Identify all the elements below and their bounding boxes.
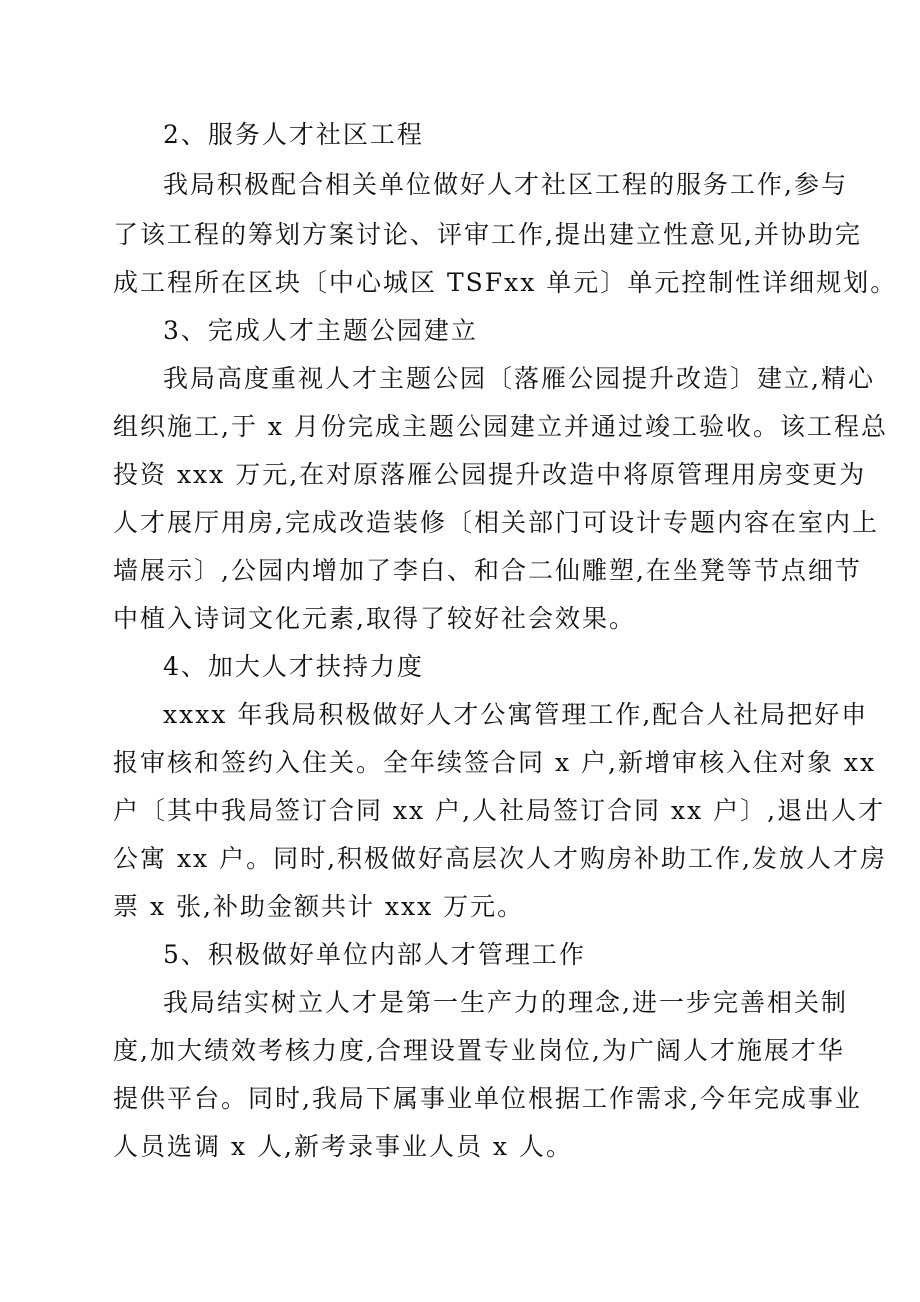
paragraph-line: 我局高度重视人才主题公园〔落雁公园提升改造〕建立,精心 [163, 364, 875, 393]
section-heading: 2、服务人才社区工程 [163, 120, 424, 149]
paragraph-line: 户〔其中我局签订合同 xx 户,人社局签订合同 xx 户〕,退出人才 [113, 796, 886, 825]
paragraph-line: 票 x 张,补助金额共计 xxx 万元。 [113, 892, 525, 921]
paragraph-line: 了该工程的筹划方案讨论、评审工作,提出建立性意见,并协助完 [113, 220, 862, 249]
paragraph-line: 墙展示〕,公园内增加了李白、和合二仙雕塑,在坐凳等节点细节 [113, 556, 862, 585]
paragraph-line: 公寓 xx 户。同时,积极做好高层次人才购房补助工作,发放人才房 [113, 844, 887, 873]
paragraph-line: 我局结实树立人才是第一生产力的理念,进一步完善相关制 [163, 988, 848, 1017]
paragraph-line: 人才展厅用房,完成改造装修〔相关部门可设计专题内容在室内上 [113, 508, 879, 537]
paragraph-line: 组织施工,于 x 月份完成主题公园建立并通过竣工验收。该工程总 [113, 412, 888, 441]
section-heading: 4、加大人才扶持力度 [163, 652, 424, 681]
paragraph-line: 中植入诗词文化元素,取得了较好社会效果。 [113, 604, 636, 633]
paragraph-line: 我局积极配合相关单位做好人才社区工程的服务工作,参与 [163, 170, 848, 199]
paragraph-line: 成工程所在区块〔中心城区 TSFxx 单元〕单元控制性详细规划。 [113, 268, 898, 297]
section-heading: 5、积极做好单位内部人才管理工作 [163, 940, 586, 969]
paragraph-line: 度,加大绩效考核力度,合理设置专业岗位,为广阔人才施展才华 [113, 1036, 845, 1065]
paragraph-line: 报审核和签约入住关。全年续签合同 x 户,新增审核入住对象 xx [113, 748, 877, 777]
section-heading: 3、完成人才主题公园建立 [163, 316, 478, 345]
paragraph-line: 提供平台。同时,我局下属事业单位根据工作需求,今年完成事业 [113, 1084, 862, 1113]
paragraph-line: 投资 xxx 万元,在对原落雁公园提升改造中将原管理用房变更为 [113, 460, 867, 489]
paragraph-line: 人员选调 x 人,新考录事业人员 x 人。 [113, 1132, 573, 1161]
paragraph-line: xxxx 年我局积极做好人才公寓管理工作,配合人社局把好申 [163, 700, 869, 729]
